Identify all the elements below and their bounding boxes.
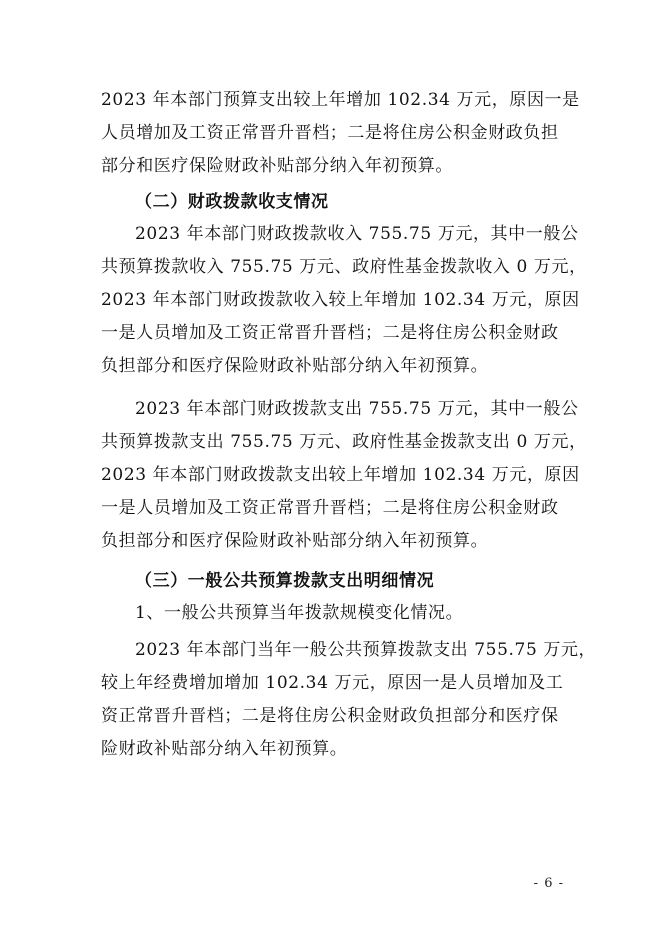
paragraph-line: 共预算拨款收入 755.75 万元、政府性基金拨款收入 0 万元， bbox=[101, 257, 587, 277]
paragraph-line: 一是人员增加及工资正常晋升晋档；二是将住房公积金财政 bbox=[101, 323, 559, 343]
paragraph-line: 一是人员增加及工资正常晋升晋档；二是将住房公积金财政 bbox=[101, 498, 559, 518]
paragraph-intro bbox=[101, 84, 580, 183]
paragraph-line: 2023 年本部门财政拨款收入 755.75 万元，其中一般公 bbox=[135, 224, 579, 244]
paragraph-line: 2023 年本部门财政拨款支出较上年增加 102.34 万元，原因 bbox=[101, 465, 580, 485]
paragraph-line: 人员增加及工资正常晋升晋档；二是将住房公积金财政负担 bbox=[101, 123, 559, 143]
page-number: - 6 - bbox=[533, 876, 564, 891]
paragraph-line: 2023 年本部门财政拨款支出 755.75 万元，其中一般公 bbox=[135, 399, 579, 419]
paragraph-line: 负担部分和医疗保险财政补贴部分纳入年初预算。 bbox=[101, 356, 489, 376]
paragraph-line: 险财政补贴部分纳入年初预算。 bbox=[101, 739, 348, 759]
section-heading-2: （二）财政拨款收支情况 bbox=[135, 192, 329, 212]
subheading-1-block bbox=[101, 597, 568, 630]
paragraph-line: 负担部分和医疗保险财政补贴部分纳入年初预算。 bbox=[101, 531, 489, 551]
subheading-1: 1、一般公共预算当年拨款规模变化情况。 bbox=[135, 603, 464, 623]
section-heading-3: （三）一般公共预算拨款支出明细情况 bbox=[135, 571, 435, 591]
paragraph-line: 2023 年本部门预算支出较上年增加 102.34 万元，原因一是 bbox=[101, 90, 580, 110]
paragraph-detail bbox=[101, 634, 597, 766]
paragraph-line: 共预算拨款支出 755.75 万元、政府性基金拨款支出 0 万元， bbox=[101, 432, 587, 452]
paragraph-line: 资正常晋升晋档；二是将住房公积金财政负担部分和医疗保 bbox=[101, 706, 559, 726]
section-heading-2-block bbox=[101, 186, 568, 219]
paragraph-expense bbox=[101, 393, 587, 558]
paragraph-line: 部分和医疗保险财政补贴部分纳入年初预算。 bbox=[101, 156, 453, 176]
paragraph-income bbox=[101, 218, 587, 383]
paragraph-line: 较上年经费增加增加 102.34 万元，原因一是人员增加及工 bbox=[101, 673, 564, 693]
paragraph-line: 2023 年本部门当年一般公共预算拨款支出 755.75 万元， bbox=[135, 640, 597, 660]
paragraph-line: 2023 年本部门财政拨款收入较上年增加 102.34 万元，原因 bbox=[101, 290, 580, 310]
section-heading-3-block bbox=[101, 565, 568, 598]
